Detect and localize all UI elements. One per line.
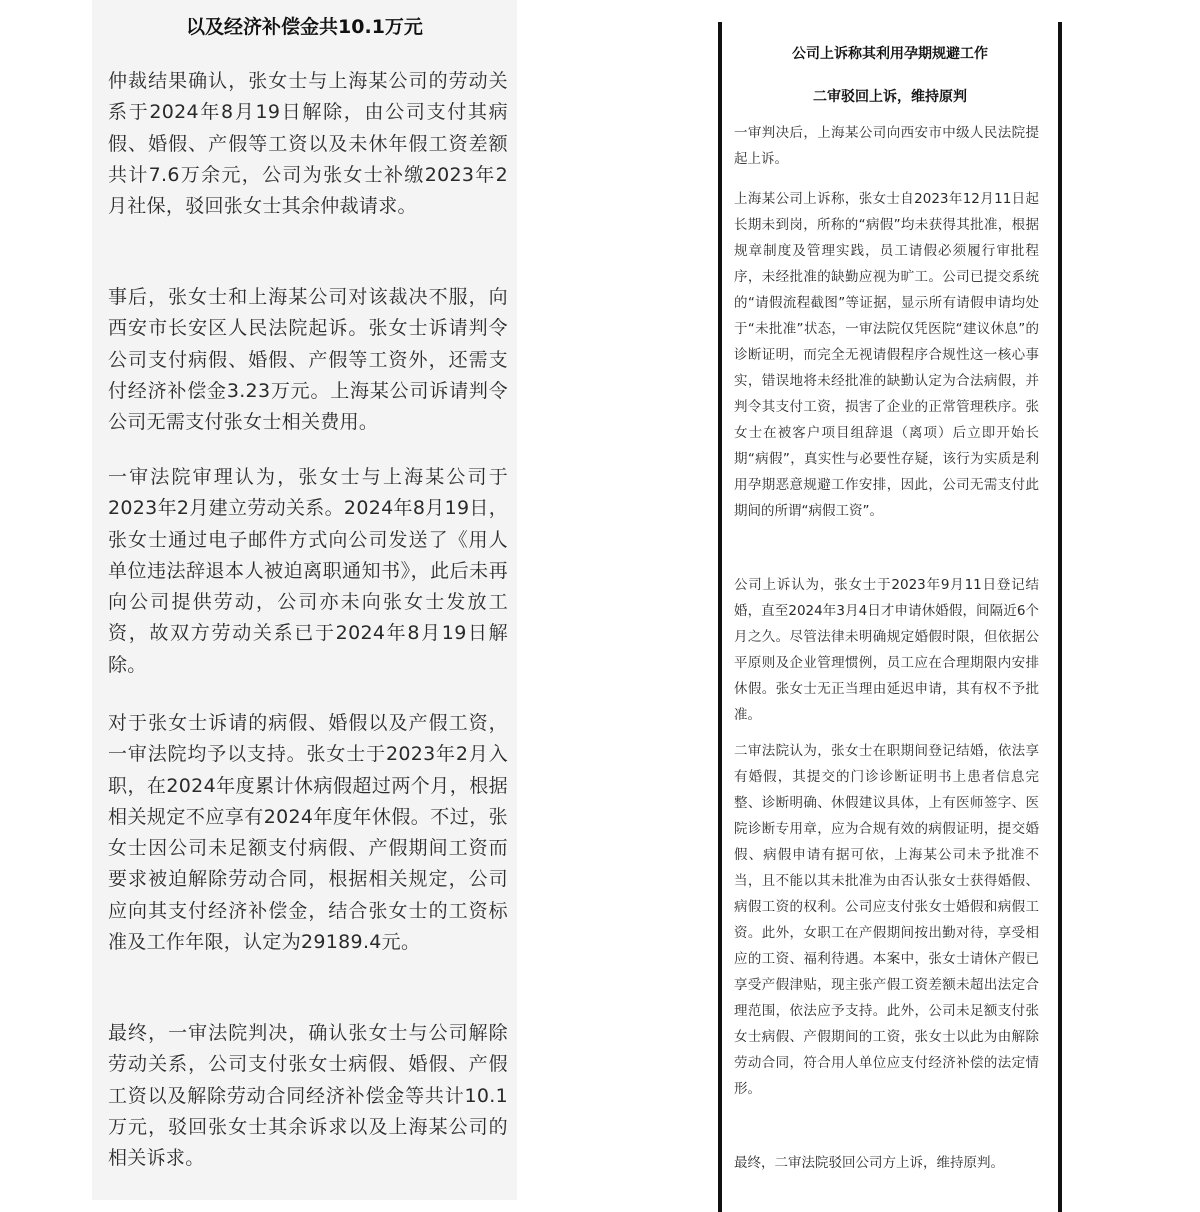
right-paragraph-appeal: 一审判决后，上海某公司向西安市中级人民法院提起上诉。: [734, 125, 1039, 167]
left-paragraph-first-judgment: 最终，一审法院判决，确认张女士与公司解除劳动关系，公司支付张女士病假、婚假、产假工资以及解除劳动合同经济补偿金等共计10.1万元，驳回张女士其余诉求以及上海某公司的相关诉求。: [108, 1022, 508, 1170]
left-paragraph-first-trial: 一审法院审理认为，张女士与上海某公司于2023年2月建立劳动关系。2024年8月19日，张女士通过电子邮件方式向公司发送了《用人单位违法辞退本人被迫离职通知书》，此后未再向公司提供劳动，公司亦未向张女士发放工资，故双方劳动关系已于2024年8月19日解除。: [108, 466, 508, 676]
right-paragraph-second-trial: 二审法院认为，张女士在职期间登记结婚，依法享有婚假，其提交的门诊诊断证明书上患者信息完整、诊断明确、休假建议具体，上有医师签字、医院诊断专用章，应为合规有效的病假证明，提交婚假、病假申请有据可依，上海某公司未予批准不当，且不能以其未批准为由否认张女士获得婚假、病假工资的权利。公司应支付张女士婚假和病假工资。此外，女职工在产假期间按出勤对待，享受相应的工资、福利待遇。本案中，张女士请休产假已享受产假津贴，现主张产假工资差额未超出法定合理范围，依法应予支持。此外，公司未足额支付张女士病假、产假期间的工资，张女士以此为由解除劳动合同，符合用人单位应支付经济补偿的法定情形。: [734, 743, 1039, 1097]
right-paragraph-company-claim: 上海某公司上诉称，张女士自2023年12月11日起长期未到岗，所称的“病假”均未获得其批准，根据规章制度及管理实践，员工请假必须履行审批程序，未经批准的缺勤应视为旷工。公司已提交系统的“请假流程截图”等证据，显示所有请假申请均处于“未批准”状态，一审法院仅凭医院“建议休息”的诊断证明，而完全无视请假程序合规性这一核心事实，错误地将未经批准的缺勤认定为合法病假，并判令其支付工资，损害了企业的正常管理秩序。张女士在被客户项目组辞退（离项）后立即开始长期“病假”，真实性与必要性存疑，该行为实质是利用孕期恶意规避工作安排，因此，公司无需支付此期间的所谓“病假工资”。: [734, 191, 1039, 519]
right-paragraph-final-ruling: 最终，二审法院驳回公司方上诉，维持原判。: [734, 1155, 1004, 1171]
left-paragraph-leave-wages: 对于张女士诉请的病假、婚假以及产假工资，一审法院均予以支持。张女士于2023年2月入职，在2024年度累计休病假超过两个月，根据相关规定不应享有2024年度年休假。不过，张女士因公司未足额支付病假、产假期间工资而要求被迫解除劳动合同，根据相关规定，公司应向其支付经济补偿金，结合张女士的工资标准及工作年限，认定为29189.4元。: [108, 712, 508, 954]
right-section-subheading: 二审驳回上诉，维持原判: [813, 89, 967, 105]
left-paragraph-arbitration: 仲裁结果确认，张女士与上海某公司的劳动关系于2024年8月19日解除，由公司支付其病假、婚假、产假等工资以及未休年假工资差额共计7.6万余元，公司为张女士补缴2023年2月社保，驳回张女士其余仲裁请求。: [108, 70, 508, 218]
right-section-heading: 公司上诉称其利用孕期规避工作: [792, 46, 988, 62]
left-section-title: 以及经济补偿金共10.1万元: [186, 16, 423, 38]
right-paragraph-marriage-leave: 公司上诉认为，张女士于2023年9月11日登记结婚，直至2024年3月4日才申请休婚假，间隔近6个月之久。尽管法律未明确规定婚假时限，但依据公平原则及企业管理惯例，员工应在合理期限内安排休假。张女士无正当理由延迟申请，其有权不予批准。: [734, 577, 1039, 723]
left-paragraph-lawsuit: 事后，张女士和上海某公司对该裁决不服，向西安市长安区人民法院起诉。张女士诉请判令公司支付病假、婚假、产假等工资外，还需支付经济补偿金3.23万元。上海某公司诉请判令公司无需支付张女士相关费用。: [108, 286, 508, 434]
